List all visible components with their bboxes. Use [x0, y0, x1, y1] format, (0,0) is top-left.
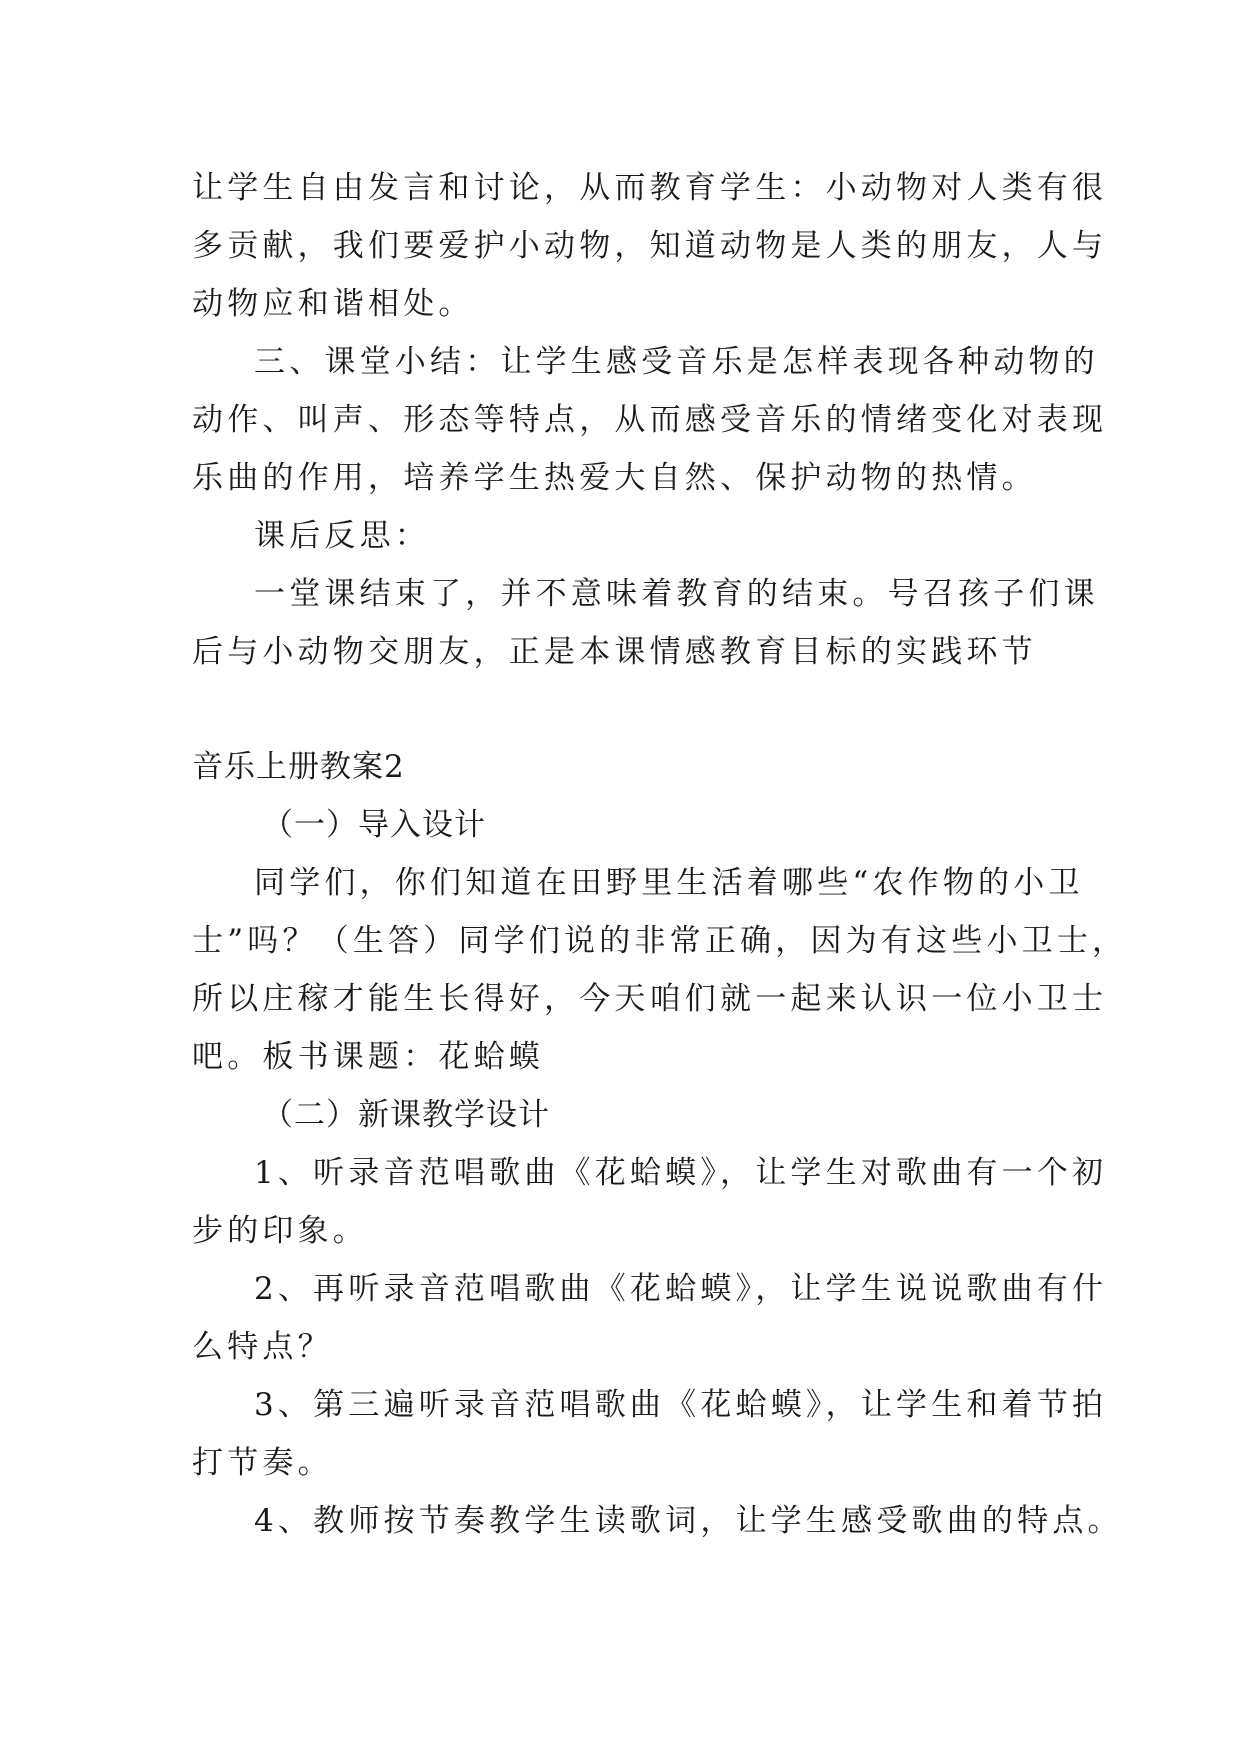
text-line: 乐曲的作用，培养学生热爱大自然、保护动物的热情。	[192, 460, 1037, 496]
text-line: 后与小动物交朋友，正是本课情感教育目标的实践环节	[192, 634, 1037, 670]
text-line: 同学们，你们知道在田野里生活着哪些“农作物的小卫	[254, 865, 1084, 901]
section-heading: （一）导入设计	[262, 807, 486, 843]
text-line: 让学生自由发言和讨论，从而教育学生：小动物对人类有很	[192, 170, 1108, 206]
text-line: 4、教师按节奏教学生读歌词，让学生感受歌曲的特点。	[254, 1503, 1123, 1539]
section-heading: 三、课堂小结：让学生感受音乐是怎样表现各种动物的	[254, 344, 1099, 380]
text-line: 动物应和谐相处。	[192, 286, 474, 322]
reflection-heading: 课后反思：	[254, 518, 430, 554]
text-line: 士”吗？（生答）同学们说的非常正确，因为有这些小卫士，	[192, 923, 1128, 959]
text-line: 步的印象。	[192, 1213, 368, 1249]
section-heading: （二）新课教学设计	[262, 1097, 550, 1133]
text-line: 么特点？	[192, 1329, 333, 1365]
text-line: 3、第三遍听录音范唱歌曲《花蛤蟆》，让学生和着节拍	[254, 1387, 1108, 1423]
text-line: 2、再听录音范唱歌曲《花蛤蟆》，让学生说说歌曲有什	[254, 1271, 1108, 1307]
text-line: 打节奏。	[192, 1445, 333, 1481]
text-line: 动作、叫声、形态等特点，从而感受音乐的情绪变化对表现	[192, 402, 1108, 438]
lesson-title: 音乐上册教案2	[192, 749, 405, 785]
text-line: 1、听录音范唱歌曲《花蛤蟆》，让学生对歌曲有一个初	[254, 1155, 1108, 1191]
text-line: 所以庄稼才能生长得好，今天咱们就一起来认识一位小卫士	[192, 981, 1108, 1017]
text-line: 吧。板书课题：花蛤蟆	[192, 1039, 544, 1075]
text-line: 多贡献，我们要爱护小动物，知道动物是人类的朋友，人与	[192, 228, 1108, 264]
text-line: 一堂课结束了，并不意味着教育的结束。号召孩子们课	[254, 576, 1099, 612]
